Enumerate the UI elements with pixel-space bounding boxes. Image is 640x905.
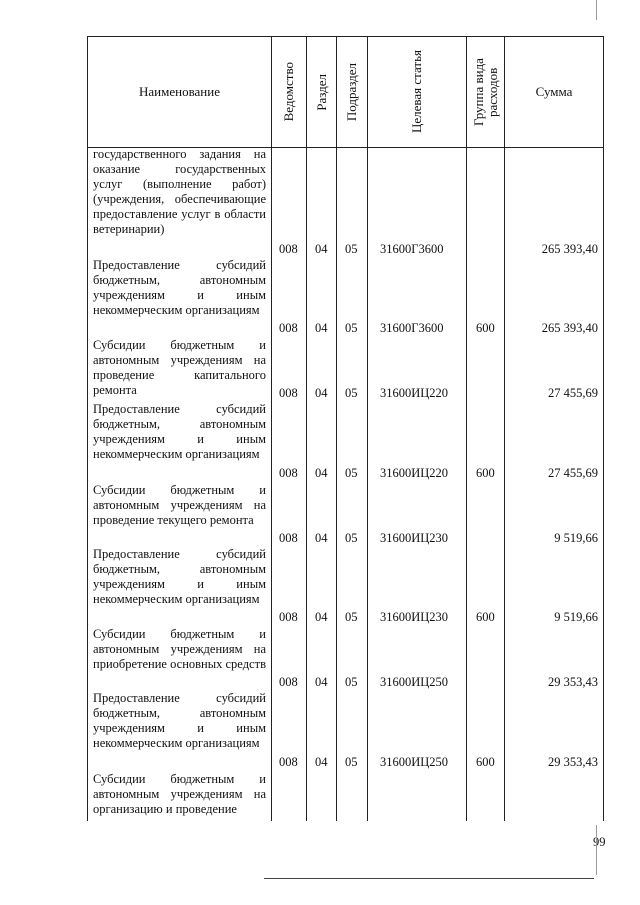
row-ved: 008 (279, 610, 298, 624)
row-razd: 04 (315, 466, 328, 480)
row-grp: 600 (476, 321, 495, 335)
header-name: Наименование (139, 84, 220, 99)
row-razd: 04 (315, 755, 328, 769)
row-sum: 265 393,40 (541, 321, 598, 335)
row-name: Предоставление субсидий бюджетным, автономным учреждениям и иным некоммерческим организациям (93, 402, 266, 461)
header-grp-cell (467, 36, 504, 148)
row-podr: 05 (345, 386, 358, 400)
row-sum: 29 353,43 (548, 675, 598, 689)
column-divider (367, 36, 368, 821)
row-podr: 05 (345, 466, 358, 480)
row-cel: 31600ИЦ230 (380, 531, 449, 545)
row-name: Субсидии бюджетным и автономным учреждениям на проведение текущего ремонта (93, 483, 266, 527)
row-razd: 04 (315, 321, 328, 335)
row-sum: 9 519,66 (554, 531, 598, 545)
row-podr: 05 (345, 755, 358, 769)
table-left-border (87, 36, 88, 821)
footer-rule (264, 878, 594, 879)
column-divider (306, 36, 307, 821)
row-ved: 008 (279, 321, 298, 335)
header-cel: Целевая статья (409, 50, 424, 134)
row-sum: 265 393,40 (541, 242, 598, 256)
margin-line (596, 825, 597, 875)
row-cel: 31600ИЦ250 (380, 675, 449, 689)
row-razd: 04 (315, 675, 328, 689)
column-divider (466, 36, 467, 821)
row-grp: 600 (476, 755, 495, 769)
page-number: 99 (593, 835, 606, 849)
row-cel: 31600Г3600 (380, 242, 444, 256)
row-cel: 31600ИЦ230 (380, 610, 449, 624)
header-ved: Ведомство (281, 62, 296, 122)
row-name: Субсидии бюджетным и автономным учреждениям на организацию и проведение (93, 772, 266, 816)
row-name: Субсидии бюджетным и автономным учреждениям на проведение капитального ремонта (93, 338, 266, 397)
row-ved: 008 (279, 386, 298, 400)
row-sum: 9 519,66 (554, 610, 598, 624)
row-name: Субсидии бюджетным и автономным учреждениям на приобретение основных средств (93, 627, 266, 671)
column-divider (271, 36, 272, 821)
row-name: Предоставление субсидий бюджетным, автономным учреждениям и иным некоммерческим организациям (93, 691, 266, 750)
row-razd: 04 (315, 531, 328, 545)
header-razd-cell (307, 36, 336, 148)
header-name-cell (88, 36, 271, 148)
row-grp: 600 (476, 466, 495, 480)
row-podr: 05 (345, 531, 358, 545)
header-podr: Подраздел (344, 62, 359, 122)
row-cel: 31600Г3600 (380, 321, 444, 335)
row-podr: 05 (345, 610, 358, 624)
row-cel: 31600ИЦ220 (380, 386, 449, 400)
row-name: Предоставление субсидий бюджетным, автономным учреждениям и иным некоммерческим организациям (93, 547, 266, 606)
column-divider (336, 36, 337, 821)
row-ved: 008 (279, 531, 298, 545)
column-divider (504, 36, 505, 821)
row-name: Предоставление субсидий бюджетным, автономным учреждениям и иным некоммерческим организациям (93, 258, 266, 317)
header-grp: Группа вида расходов (470, 58, 500, 126)
header-ved-cell (272, 36, 306, 148)
row-cel: 31600ИЦ220 (380, 466, 449, 480)
row-sum: 27 455,69 (548, 466, 598, 480)
row-podr: 05 (345, 675, 358, 689)
row-name: государственного задания на оказание государственных услуг (выполнение работ) (учреждения, обеспечивающие предоставление услуг в области ветеринарии) (93, 147, 266, 236)
row-ved: 008 (279, 242, 298, 256)
row-cel: 31600ИЦ250 (380, 755, 449, 769)
header-podr-cell (337, 36, 367, 148)
row-razd: 04 (315, 386, 328, 400)
margin-line (596, 0, 597, 20)
row-ved: 008 (279, 466, 298, 480)
table-right-border (603, 36, 604, 821)
row-grp: 600 (476, 610, 495, 624)
row-ved: 008 (279, 675, 298, 689)
row-sum: 27 455,69 (548, 386, 598, 400)
row-ved: 008 (279, 755, 298, 769)
header-razd: Раздел (313, 73, 329, 111)
header-cel-cell (368, 36, 466, 148)
row-razd: 04 (315, 242, 328, 256)
header-sum: Сумма (535, 84, 573, 99)
row-sum: 29 353,43 (548, 755, 598, 769)
header-sum-cell (505, 36, 603, 148)
row-podr: 05 (345, 242, 358, 256)
row-podr: 05 (345, 321, 358, 335)
row-razd: 04 (315, 610, 328, 624)
